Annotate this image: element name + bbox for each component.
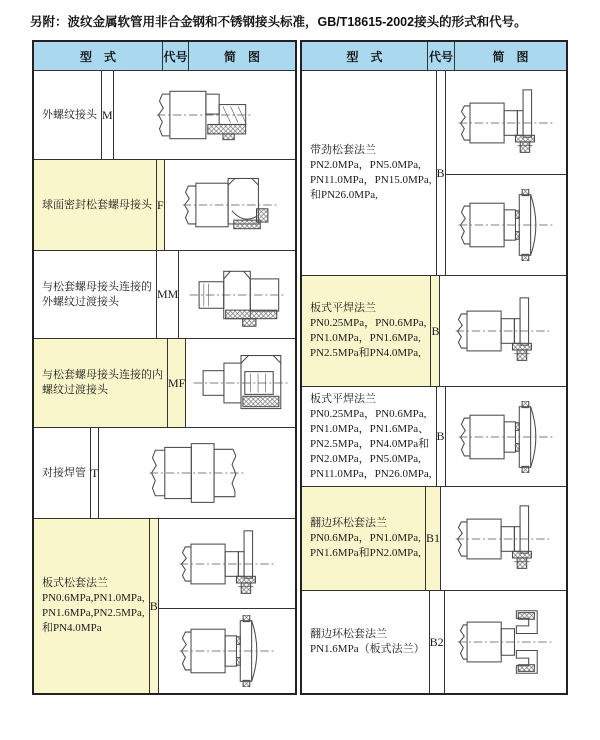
table-row	[302, 276, 566, 387]
table-row	[34, 339, 295, 428]
type-text-line: PN1.6MPa和PN2.0MPa,	[310, 547, 421, 559]
table-header	[302, 42, 566, 71]
type-text-line: PN1.6MPa（板式法兰）	[310, 643, 425, 655]
code-cell: B2	[430, 591, 445, 693]
sketch-neck-loose-flange-section	[446, 174, 566, 275]
sketch-cell	[446, 71, 566, 275]
sketch-cell	[440, 276, 566, 386]
type-cell	[302, 71, 437, 275]
type-text-line: 对接焊管	[42, 466, 86, 479]
type-text-line: PN1.0MPa，PN1.6MPa、	[310, 422, 430, 435]
type-text-line: 和PN26.0MPa,	[310, 189, 378, 201]
sketch-flanged-ring-loose-flange	[441, 487, 566, 590]
type-text-line: PN2.0MPa，PN5.0MPa,	[310, 452, 421, 465]
header-type: 型 式	[302, 42, 428, 70]
page-title: 另附：波纹金属软管用非合金钢和不锈钢接头标准，GB/T18615-2002接头的形式和代号。	[30, 15, 527, 29]
sketch-cell	[186, 339, 295, 427]
sketch-male-male-adapter	[179, 251, 295, 338]
table-row	[302, 591, 566, 693]
type-text-line: PN11.0MPa，PN15.0MPa,	[310, 174, 432, 186]
type-text-line: 外螺纹接头	[42, 108, 97, 121]
type-text-line: PN0.25MPa，PN0.6MPa,	[310, 407, 427, 420]
sketch-plate-loose-flange-section	[159, 608, 295, 693]
sketch-male-female-adapter	[186, 339, 295, 427]
sketch-cell	[441, 487, 566, 590]
type-text-line: 与松套螺母接头连接的	[42, 280, 152, 293]
sketch-cell	[99, 428, 295, 518]
sketch-cell	[114, 71, 295, 159]
type-cell	[34, 428, 91, 518]
header-type: 型 式	[34, 42, 163, 70]
code-cell: M	[102, 71, 114, 159]
code-cell: B1	[426, 487, 441, 590]
type-text-line: 板式平焊法兰	[310, 392, 376, 405]
type-text-line: 板式平焊法兰	[310, 302, 376, 314]
type-text-line: PN1.0MPa，PN1.6MPa,	[310, 332, 421, 344]
header-sketch: 简 图	[492, 49, 529, 64]
table-row	[34, 160, 295, 251]
type-cell	[302, 591, 430, 693]
type-text-line: PN0.6MPa，PN1.0MPa,	[310, 532, 421, 544]
table-row	[34, 251, 295, 339]
header-code: 代号	[428, 42, 455, 70]
table-row	[34, 519, 295, 693]
code-cell: B	[150, 519, 159, 693]
right-fitting-table	[300, 40, 568, 695]
sketch-plate-weld-flange-front	[440, 276, 566, 386]
table-row	[34, 71, 295, 160]
code-cell: MM	[157, 251, 179, 338]
left-fitting-table	[32, 40, 297, 695]
type-cell	[302, 276, 431, 386]
sketch-flanged-ring-plate-flange	[445, 591, 566, 693]
sketch-neck-loose-flange-front	[446, 71, 566, 174]
type-text-line: 带劲松套法兰	[310, 144, 376, 156]
code-cell: B	[431, 276, 440, 386]
type-text-line: 翻边环松套法兰	[310, 628, 387, 640]
type-text-line: 翻边环松套法兰	[310, 517, 387, 529]
right-table-rows	[302, 71, 566, 693]
code-cell: MF	[168, 339, 186, 427]
type-text-line: 球面密封松套螺母接头	[42, 198, 152, 211]
sketch-cell	[445, 591, 566, 693]
type-text-line: PN2.5MPa，PN4.0MPa和	[310, 437, 430, 450]
code-cell: B	[437, 387, 446, 486]
type-text-line: 和PN4.0MPa	[42, 622, 102, 634]
type-cell	[302, 387, 437, 486]
type-text-line: 螺纹过渡接头	[42, 384, 108, 396]
table-row	[302, 487, 566, 591]
sketch-spherical-seal-nut-fitting	[165, 160, 295, 250]
type-text-line: PN2.5MPa和PN4.0MPa,	[310, 347, 421, 359]
type-text-line: PN11.0MPa，PN26.0MPa,	[310, 467, 432, 480]
type-text-line: PN2.0MPa，PN5.0MPa,	[310, 159, 421, 171]
code-cell: B	[437, 71, 446, 275]
sketch-cell	[159, 519, 295, 693]
type-cell	[34, 71, 102, 159]
left-table-rows	[34, 71, 295, 693]
sketch-cell	[446, 387, 566, 486]
sketch-plate-loose-flange-front	[159, 519, 295, 608]
type-cell	[34, 251, 157, 338]
code-cell: T	[91, 428, 99, 518]
type-text-line: PN0.25MPa，PN0.6MPa,	[310, 317, 427, 329]
sketch-plate-weld-flange-section	[446, 387, 566, 486]
type-cell	[34, 339, 168, 427]
header-code: 代号	[163, 42, 189, 70]
type-text-line: 与松套螺母接头连接的内	[42, 369, 163, 381]
sketch-cell	[179, 251, 295, 338]
type-text-line: PN0.6MPa,PN1.0MPa,	[42, 592, 145, 604]
table-row	[302, 71, 566, 276]
table-row	[302, 387, 566, 487]
type-text-line: 板式松套法兰	[42, 577, 108, 589]
table-row	[34, 428, 295, 519]
type-cell	[302, 487, 426, 590]
code-cell: F	[157, 160, 165, 250]
header-sketch: 简 图	[223, 49, 260, 64]
type-text-line: 外螺纹过渡接头	[42, 295, 119, 308]
type-cell	[34, 160, 157, 250]
sketch-male-thread-fitting	[114, 71, 295, 159]
sketch-butt-weld-pipe	[99, 428, 295, 518]
table-header	[34, 42, 295, 71]
type-cell	[34, 519, 150, 693]
type-text-line: PN1.6MPa,PN2.5MPa,	[42, 607, 145, 619]
sketch-cell	[165, 160, 295, 250]
